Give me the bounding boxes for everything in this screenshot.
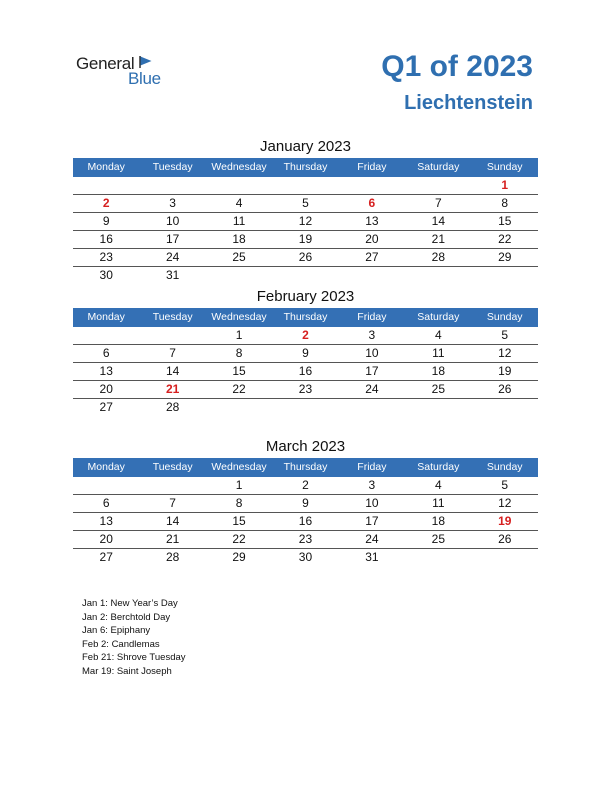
weekday-label: Friday <box>357 311 387 323</box>
day-cell: 5 <box>302 196 309 210</box>
empty-day-cell <box>272 177 338 194</box>
day-cell: 7 <box>169 496 176 510</box>
day-cell: 22 <box>232 532 246 546</box>
weekday-label: Sunday <box>486 311 523 323</box>
day-cell: 9 <box>102 214 110 228</box>
day-cell: 24 <box>365 382 379 396</box>
day-cell: 18 <box>431 514 445 528</box>
week-row <box>73 477 538 495</box>
day-cell: 9 <box>302 496 309 510</box>
day-cell: 8 <box>501 196 509 210</box>
day-cell: 20 <box>99 532 113 546</box>
day-cell: 3 <box>169 196 176 210</box>
holiday-list-item: Feb 2: Candlemas <box>82 638 160 650</box>
empty-day-cell <box>339 267 405 284</box>
week-row <box>73 195 538 213</box>
weekday-label: Tuesday <box>152 461 193 473</box>
week-row <box>73 495 538 513</box>
day-cell: 27 <box>99 400 113 414</box>
empty-day-cell <box>472 267 538 284</box>
day-cell: 11 <box>432 346 445 360</box>
holiday-day-cell: 2 <box>302 328 309 342</box>
day-cell: 8 <box>235 346 243 360</box>
day-cell: 25 <box>431 382 445 396</box>
empty-day-cell <box>405 177 471 194</box>
weekday-label: Thursday <box>283 461 328 473</box>
weekday-label: Monday <box>87 161 125 173</box>
empty-day-cell <box>339 399 405 416</box>
day-cell: 22 <box>232 382 246 396</box>
day-cell: 3 <box>368 478 376 492</box>
weekday-header <box>73 458 538 477</box>
weekday-header <box>73 308 538 327</box>
day-cell: 27 <box>365 250 379 264</box>
week-row <box>73 345 538 363</box>
holiday-day-cell: 6 <box>368 196 376 210</box>
day-cell: 10 <box>165 214 180 228</box>
month-title: February 2023 <box>256 288 355 305</box>
holiday-list-item: Jan 1: New Year’s Day <box>82 598 178 609</box>
weekday-label: Saturday <box>417 311 460 323</box>
day-cell: 7 <box>169 346 176 360</box>
day-cell: 24 <box>165 250 180 264</box>
weekday-label: Saturday <box>417 461 460 473</box>
weekday-label: Friday <box>357 461 387 473</box>
weekday-label: Thursday <box>283 311 328 323</box>
logo-flag-icon <box>139 55 153 69</box>
empty-day-cell <box>73 477 139 494</box>
day-cell: 10 <box>365 496 379 510</box>
day-cell: 12 <box>498 346 512 360</box>
empty-day-cell <box>339 177 405 194</box>
week-row <box>73 213 538 231</box>
holiday-day-cell: 1 <box>501 178 509 192</box>
day-cell: 11 <box>432 496 445 510</box>
day-cell: 23 <box>99 250 113 264</box>
logo <box>76 54 176 88</box>
day-cell: 31 <box>365 550 379 564</box>
weekday-label: Wednesday <box>211 161 267 173</box>
day-cell: 25 <box>232 250 246 264</box>
day-cell: 13 <box>365 214 379 228</box>
day-cell: 27 <box>99 550 113 564</box>
empty-day-cell <box>472 549 538 566</box>
day-cell: 17 <box>365 364 379 378</box>
weekday-label: Tuesday <box>152 161 193 173</box>
month-january <box>73 136 538 284</box>
week-row <box>73 513 538 531</box>
day-cell: 11 <box>232 214 246 228</box>
weekday-label: Wednesday <box>211 311 267 323</box>
empty-day-cell <box>139 477 205 494</box>
empty-day-cell <box>73 327 139 344</box>
day-cell: 10 <box>365 346 379 360</box>
day-cell: 18 <box>232 232 246 246</box>
day-cell: 8 <box>235 496 243 510</box>
week-row <box>73 249 538 267</box>
month-march <box>73 436 538 566</box>
weekday-label: Sunday <box>486 461 523 473</box>
empty-day-cell <box>206 267 272 284</box>
empty-day-cell <box>405 399 471 416</box>
weekday-label: Friday <box>357 161 387 173</box>
day-cell: 2 <box>302 478 309 492</box>
empty-day-cell <box>206 399 272 416</box>
week-row <box>73 231 538 249</box>
weekday-header <box>73 158 538 177</box>
page-subtitle-country: Liechtenstein <box>404 92 533 114</box>
holiday-list <box>82 597 186 679</box>
holiday-list-item: Mar 19: Saint Joseph <box>82 665 172 677</box>
empty-day-cell <box>405 267 471 284</box>
day-cell: 13 <box>99 364 113 378</box>
day-cell: 3 <box>368 328 376 342</box>
day-cell: 1 <box>235 478 243 492</box>
weekday-label: Thursday <box>283 161 328 173</box>
day-cell: 22 <box>498 232 512 246</box>
weekday-label: Tuesday <box>152 311 193 323</box>
day-cell: 5 <box>501 478 509 492</box>
empty-day-cell <box>139 327 205 344</box>
day-cell: 31 <box>165 268 180 282</box>
day-cell: 12 <box>298 214 313 228</box>
holiday-list-item: Feb 21: Shrove Tuesday <box>82 652 186 664</box>
logo-general-text: General <box>76 54 135 73</box>
month-title: March 2023 <box>265 438 346 455</box>
week-row <box>73 381 538 399</box>
day-cell: 6 <box>102 346 110 360</box>
holiday-day-cell: 2 <box>102 196 110 210</box>
empty-day-cell <box>405 549 471 566</box>
empty-day-cell <box>73 177 139 194</box>
day-cell: 25 <box>431 532 445 546</box>
week-row <box>73 267 538 284</box>
day-cell: 4 <box>434 478 442 492</box>
weekday-label: Sunday <box>486 161 523 173</box>
day-cell: 5 <box>501 328 509 342</box>
weekday-label: Monday <box>87 461 125 473</box>
day-cell: 23 <box>298 532 313 546</box>
day-cell: 26 <box>298 250 313 264</box>
week-row <box>73 177 538 195</box>
day-cell: 14 <box>165 514 180 528</box>
weekday-label: Wednesday <box>211 461 267 473</box>
day-cell: 16 <box>298 364 313 378</box>
empty-day-cell <box>272 399 338 416</box>
day-cell: 20 <box>365 232 379 246</box>
day-cell: 14 <box>165 364 180 378</box>
day-cell: 19 <box>298 232 313 246</box>
day-cell: 4 <box>434 328 442 342</box>
logo-blue-text: Blue <box>128 69 161 88</box>
day-cell: 17 <box>165 232 180 246</box>
week-row <box>73 531 538 549</box>
day-cell: 28 <box>165 400 180 414</box>
day-cell: 30 <box>298 550 313 564</box>
holiday-day-cell: 21 <box>165 382 180 396</box>
month-title: January 2023 <box>260 138 351 155</box>
weekday-label: Saturday <box>417 161 460 173</box>
week-row <box>73 399 538 416</box>
holiday-list-item: Jan 2: Berchtold Day <box>82 611 171 623</box>
day-cell: 15 <box>232 364 246 378</box>
day-cell: 15 <box>232 514 246 528</box>
empty-day-cell <box>472 399 538 416</box>
week-row <box>73 363 538 381</box>
empty-day-cell <box>206 177 272 194</box>
day-cell: 17 <box>365 514 379 528</box>
day-cell: 30 <box>99 268 113 282</box>
day-cell: 15 <box>498 214 512 228</box>
day-cell: 6 <box>102 496 110 510</box>
day-cell: 1 <box>235 328 243 342</box>
day-cell: 26 <box>498 532 512 546</box>
empty-day-cell <box>139 177 205 194</box>
day-cell: 21 <box>165 532 180 546</box>
day-cell: 23 <box>298 382 313 396</box>
holiday-day-cell: 19 <box>498 514 512 528</box>
page-title: Q1 of 2023 <box>381 50 533 83</box>
day-cell: 19 <box>498 364 512 378</box>
day-cell: 29 <box>232 550 246 564</box>
day-cell: 4 <box>235 196 243 210</box>
day-cell: 24 <box>365 532 379 546</box>
day-cell: 9 <box>302 346 309 360</box>
empty-day-cell <box>272 267 338 284</box>
weekday-label: Monday <box>87 311 125 323</box>
day-cell: 18 <box>431 364 445 378</box>
day-cell: 7 <box>434 196 442 210</box>
day-cell: 14 <box>431 214 445 228</box>
day-cell: 28 <box>165 550 180 564</box>
holiday-list-item: Jan 6: Epiphany <box>82 625 151 637</box>
day-cell: 28 <box>431 250 445 264</box>
week-row <box>73 549 538 566</box>
day-cell: 12 <box>498 496 512 510</box>
week-row <box>73 327 538 345</box>
day-cell: 20 <box>99 382 113 396</box>
day-cell: 29 <box>498 250 512 264</box>
month-february <box>73 286 538 416</box>
day-cell: 13 <box>99 514 113 528</box>
day-cell: 26 <box>498 382 512 396</box>
day-cell: 21 <box>431 232 445 246</box>
day-cell: 16 <box>298 514 313 528</box>
day-cell: 16 <box>99 232 113 246</box>
